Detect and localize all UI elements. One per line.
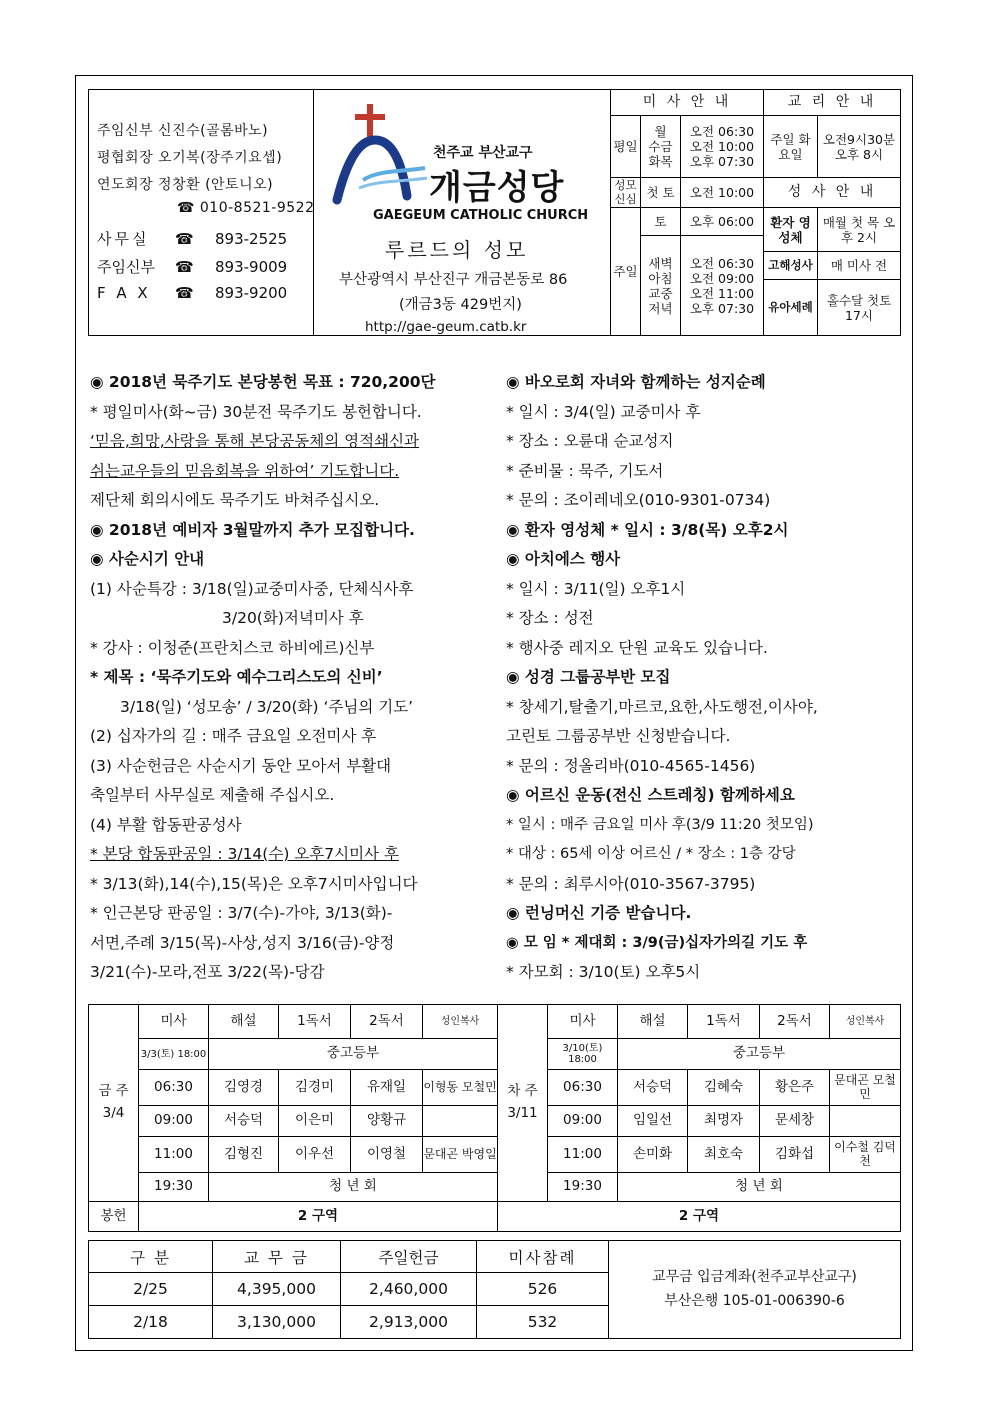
seongmo-label: 성모신심	[611, 178, 641, 208]
right-notices	[506, 368, 906, 988]
notice-line: ◉ 아치에스 행사	[506, 550, 621, 568]
table-row: 06:30 김영경 김경미 유재일 이형동 모철민	[89, 1070, 498, 1106]
notice-line: (2) 십자가의 길 : 매주 금요일 오전미사 후	[90, 727, 377, 745]
notice-line: ◉ 2018년 예비자 3월말까지 추가 모집합니다.	[90, 520, 415, 539]
staff-pastor: 주임신부 신진수(골롬바노)	[97, 123, 269, 139]
flower-label: 봉헌	[89, 1202, 139, 1232]
table-row: 11:00 김형진 이우선 이영철 문대곤 박영일	[89, 1137, 498, 1173]
notice-line: 3/18(일) ‘성모송’ / 3/20(화) ‘주님의 기도’	[120, 697, 414, 716]
notice-line: (4) 부활 합동판공성사	[90, 815, 242, 834]
notice-line: (1) 사순특강 : 3/18(일)교중미사중, 단체식사후	[90, 579, 414, 598]
notice-line: * 문의 : 조이레네오(010-9301-0734)	[506, 491, 771, 509]
church-title-box	[313, 89, 611, 336]
flower-this-week: 2 구역	[139, 1202, 498, 1232]
phone-fax: F A X ☎ 893-9200	[97, 284, 288, 302]
notice-line: ◉ 바오로회 자녀와 함께하는 성지순례	[506, 373, 766, 391]
sunday-label: 주일	[611, 208, 641, 336]
notice-line: * 창세기,탈출기,마르코,요한,사도행전,이사야,	[506, 697, 818, 716]
notice-line: * 문의 : 최루시아(010-3567-3795)	[506, 874, 756, 893]
notice-line: * 본당 합동판공일 : 3/14(수) 오후7시미사 후	[90, 845, 399, 863]
notice-line: 고린토 그룹공부반 신청받습니다.	[506, 727, 731, 745]
website-url[interactable]: http://gae-geum.catb.kr	[365, 319, 527, 335]
patron-name: 루르드의 성모	[385, 238, 529, 262]
table-row: 2/18 3,130,000 2,913,000 532	[89, 1306, 901, 1339]
table-row: 11:00 손미화 최호숙 김화섭 이수철 김덕천	[498, 1137, 901, 1173]
staff-box	[88, 89, 314, 336]
finance-table: 구 분 교 무 금 주일헌금 미사참례 교무금 입금계좌(천주교부산교구) 부산은행 105-01-006390-6 2/25 4,395,000 2,460,000 526 2/18 3,130,000 2,913,000 532	[88, 1240, 901, 1339]
phone-icon: ☎	[175, 284, 194, 302]
address-line1: 부산광역시 부산진구 개금본동로 86	[339, 272, 568, 288]
account-info: 교무금 입금계좌(천주교부산교구) 부산은행 105-01-006390-6	[609, 1241, 901, 1339]
notice-line: * 일시 : 3/11(일) 오후1시	[506, 579, 686, 598]
table-row: 06:30 서승덕 김혜숙 황은주 문대곤 모철민	[498, 1070, 901, 1106]
table-row: 09:00 임일선 최명자 문세창	[498, 1106, 901, 1137]
notice-line: * 강사 : 이청준(프란치스코 하비에르)신부	[90, 638, 375, 657]
notice-line: ◉ 성경 그룹공부반 모집	[506, 668, 671, 686]
staff-yeondo: 연도회장 정창환 (안토니오)	[97, 177, 274, 193]
notice-line: * 일시 : 3/4(일) 교중미사 후	[506, 402, 701, 421]
left-notices	[90, 368, 494, 988]
diocese-label: 천주교 부산교구	[433, 145, 533, 161]
reader-table-this-week: 금 주 3/4 미사 해설 1독서 2독서 성인복사 3/3(토) 18:00 중고등부 06:30 김영경 김경미 유재일 이형동 모철민 09:00 서승덕 이은미 양황규 11:00 김형진 이우선 이영철 문대곤 박영일 19:30 청 년 회 봉헌 2 구역	[88, 1004, 498, 1232]
notice-line: 축일부터 사무실로 제출해 주십시오.	[90, 786, 335, 804]
address-line2: (개금3동 429번지)	[399, 297, 522, 313]
church-name: 개금성당	[429, 168, 565, 208]
notice-line: * 평일미사(화~금) 30분전 묵주기도 봉헌합니다.	[90, 402, 422, 421]
this-week-label: 금 주 3/4	[89, 1005, 139, 1202]
notice-line: * 장소 : 오륜대 순교성지	[506, 432, 674, 450]
catechism-title: 교 리 안 내	[764, 90, 901, 116]
reader-table-next-week: 차 주 3/11 미사 해설 1독서 2독서 성인복사 3/10(토) 18:00 중고등부 06:30 서승덕 김혜숙 황은주 문대곤 모철민 09:00 임일선 최명자 문세창 11:00 손미화 최호숙 김화섭 이수철 김덕천 19:30 청 년 회 2 구역	[497, 1004, 901, 1232]
notice-line: ◉ 어르신 운동(전신 스트레칭) 함께하세요	[506, 786, 795, 804]
notice-line: * 행사중 레지오 단원 교육도 있습니다.	[506, 638, 768, 657]
notice-line: ◉ 런닝머신 기증 받습니다.	[506, 904, 692, 922]
staff-council: 평협회장 오기복(장주기요셉)	[97, 150, 283, 166]
phone-icon: ☎	[175, 230, 194, 248]
staff-mobile: ☎ 010-8521-9522	[177, 200, 315, 216]
sacrament-title: 성 사 안 내	[764, 178, 901, 208]
notice-line: * 준비물 : 묵주, 기도서	[506, 461, 664, 480]
notice-line: 쉬는교우들의 믿음회복을 위하여’ 기도합니다.	[90, 461, 400, 480]
phone-pastor: 주임신부 ☎ 893-9009	[97, 258, 288, 276]
notice-line: ◉ 환자 영성체 * 일시 : 3/8(목) 오후2시	[506, 520, 789, 539]
table-row: 09:00 서승덕 이은미 양황규	[89, 1106, 498, 1137]
notice-line: * 일시 : 매주 금요일 미사 후(3/9 11:20 첫모임)	[506, 816, 814, 833]
notice-line: (3) 사순헌금은 사순시기 동안 모아서 부활대	[90, 756, 392, 775]
mass-schedule-table: 미 사 안 내 평일 월 수금 화목 오전 06:30 오전 10:00 오후 07:30 성모신심 첫 토 오전 10:00 주일 토 오후 06:00 새벽 아침 교중 저녁 오전 06:30 오전 09:00 오전 11:00 오후 07:30	[610, 89, 764, 336]
mass-title: 미 사 안 내	[611, 90, 764, 116]
notice-line: 3/20(화)저녁미사 후	[222, 609, 364, 627]
notice-line: ◉ 모 임 * 제대회 : 3/9(금)십자가의길 기도 후	[506, 934, 808, 951]
phone-office: 사무실 ☎ 893-2525	[97, 230, 288, 248]
notice-line: 제단체 회의시에도 묵주기도 바쳐주십시오.	[90, 491, 380, 509]
notice-line: ◉ 2018년 묵주기도 본당봉헌 목표 : 720,200단	[90, 373, 436, 391]
notice-line: 3/21(수)-모라,전포 3/22(목)-당감	[90, 963, 325, 981]
weekday-label: 평일	[611, 116, 641, 178]
notice-line: ‘믿음,희망,사랑을 통해 본당공동체의 영적쇄신과	[90, 432, 420, 450]
church-logo-icon	[329, 100, 429, 210]
notice-line: * 자모회 : 3/10(토) 오후5시	[506, 963, 701, 981]
notice-line: * 제목 : ‘묵주기도와 예수그리스도의 신비’	[90, 668, 383, 686]
notice-line: * 장소 : 성전	[506, 609, 594, 627]
phone-icon: ☎	[175, 258, 194, 276]
notice-line: * 문의 : 정올리바(010-4565-1456)	[506, 756, 756, 775]
notice-line: 서면,주례 3/15(목)-사상,성지 3/16(금)-양정	[90, 933, 395, 952]
catechism-sacrament-table: 교 리 안 내 주일 화요일 오전9시30분 오후 8시 성 사 안 내 환자 영성체 매월 첫 목 오후 2시 고해성사 매 미사 전 유아세례 홀수달 첫토 17시	[763, 89, 901, 336]
notice-line: * 대상 : 65세 이상 어르신 / * 장소 : 1층 강당	[506, 846, 796, 862]
notice-line: ◉ 사순시기 안내	[90, 550, 205, 568]
next-week-label: 차 주 3/11	[498, 1005, 548, 1202]
notice-line: * 인근본당 판공일 : 3/7(수)-가야, 3/13(화)-	[90, 904, 393, 922]
flower-next-week: 2 구역	[498, 1202, 901, 1232]
notice-line: * 3/13(화),14(수),15(목)은 오후7시미사입니다	[90, 874, 418, 893]
table-row: 2/25 4,395,000 2,460,000 526	[89, 1273, 901, 1306]
church-english-name: GAEGEUM CATHOLIC CHURCH	[373, 208, 589, 223]
